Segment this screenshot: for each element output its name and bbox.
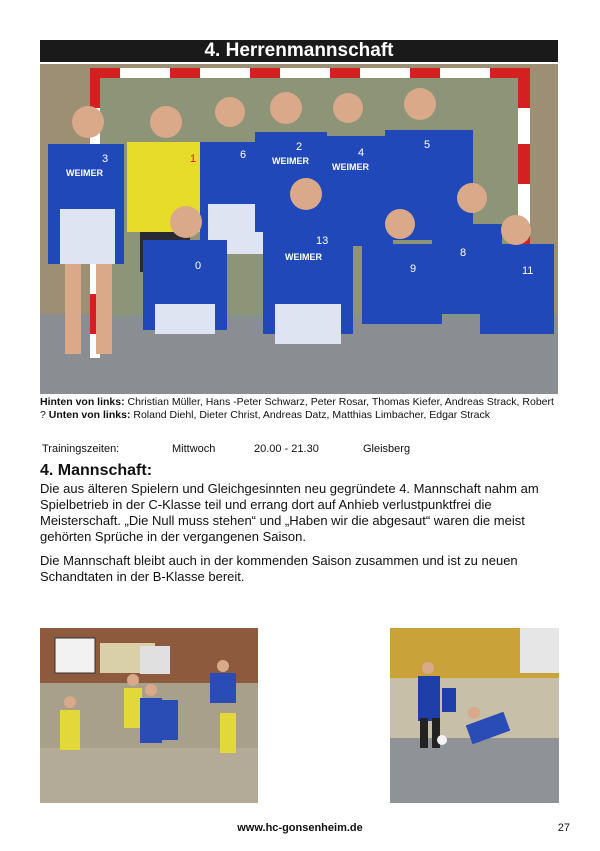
- training-place: Gleisberg: [363, 443, 411, 455]
- sponsor-logo: WEIMER: [272, 156, 309, 166]
- jersey-number: 0: [195, 260, 202, 272]
- page-title: 4. Herrenmannschaft: [40, 40, 558, 62]
- caption-front-label: Unten von links:: [48, 409, 131, 421]
- jersey-number: 11: [522, 265, 534, 277]
- paragraph-2: Die Mannschaft bleibt auch in der kommenden Saison zusammen und ist zu neuen Schandtaten in der B-Klasse bereit.: [40, 553, 518, 584]
- training-day: Mittwoch: [172, 443, 216, 455]
- jersey-number: 1: [190, 153, 197, 165]
- jersey-number: 5: [424, 139, 431, 151]
- sponsor-logo: WEIMER: [66, 168, 103, 178]
- jersey-number: 4: [358, 147, 365, 159]
- team-photo: [40, 64, 558, 394]
- footer-url[interactable]: www.hc-gonsenheim.de: [237, 822, 363, 834]
- paragraph-1: Die aus älteren Spielern und Gleichgesinnten neu gegründete 4. Mannschaft nahm am Spielbetrieb in der C-Klasse teil und errang dort auf Anhieb verlustpunktfrei die Meisterschaft. „Die Null muss stehen“ und „Haben wir die abgesaut“ waren die meist gehörten Sprüche in der vergangenen Saison.: [40, 481, 539, 544]
- action-photo-right: [390, 628, 559, 803]
- jersey-number: 6: [240, 149, 247, 161]
- section-title: 4. Mannschaft:: [40, 462, 153, 479]
- jersey-number: 8: [460, 247, 467, 259]
- caption-back-label: Hinten von links:: [40, 396, 125, 408]
- jersey-number: 3: [102, 153, 109, 165]
- caption-back-names: Christian Müller, Hans -Peter Schwarz, Peter Rosar, Thomas Kiefer, Andreas Strack, Robert ?: [40, 396, 554, 421]
- action-photo-left: [40, 628, 258, 803]
- training-time: 20.00 - 21.30: [254, 443, 319, 455]
- sponsor-logo: WEIMER: [285, 252, 322, 262]
- caption-front-names: Roland Diehl, Dieter Christ, Andreas Datz, Matthias Limbacher, Edgar Strack: [130, 409, 490, 421]
- jersey-number: 9: [410, 263, 417, 275]
- sponsor-logo: WEIMER: [332, 162, 369, 172]
- page-number: 27: [557, 822, 570, 834]
- photo-caption: [40, 396, 558, 422]
- training-label: Trainingszeiten:: [42, 443, 120, 455]
- jersey-number: 13: [316, 235, 329, 247]
- jersey-number: 2: [296, 141, 303, 153]
